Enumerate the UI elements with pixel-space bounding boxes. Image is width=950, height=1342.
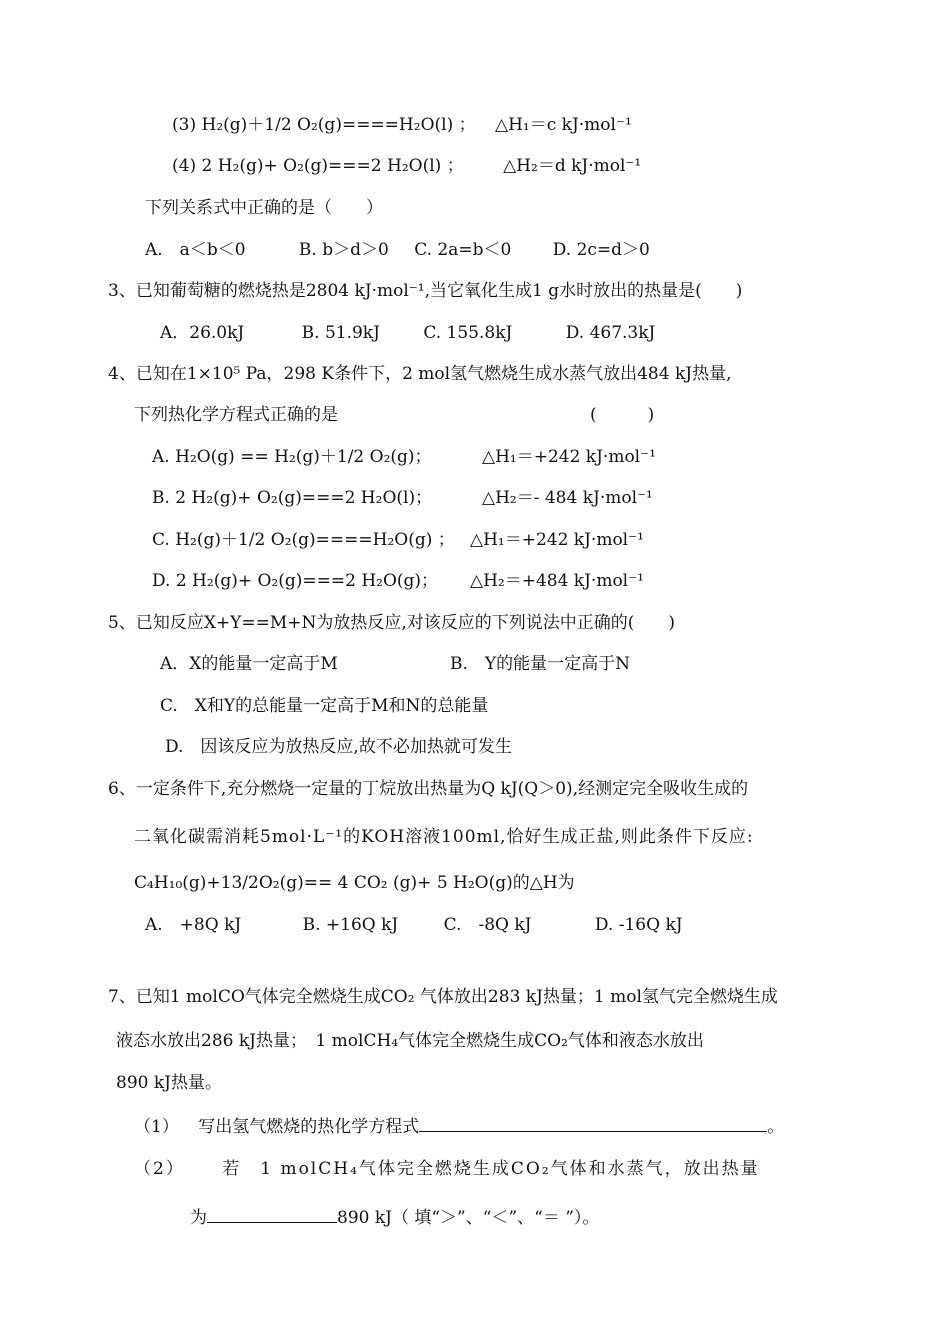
q7-sub1-text: 写出氢气燃烧的热化学方程式 — [198, 1117, 420, 1137]
q2-option-d: D. 2c=d＞0 — [552, 240, 650, 260]
q4-option-a-equation: A. H₂O(g) == H₂(g)＋1/2 O₂(g)； — [152, 447, 432, 467]
q6-option-d: D. -16Q kJ — [594, 915, 683, 935]
q2-options — [145, 239, 650, 261]
q4-stem-line1: 4、已知在1×10⁵ Pa，298 K条件下，2 mol氢气燃烧生成水蒸气放出484 kJ热量, — [108, 364, 732, 384]
q2-eq4-equation: 2 H₂(g)+ O₂(g)===2 H₂O(l) ； — [201, 156, 464, 176]
q6-options — [145, 914, 683, 936]
q3-option-d: D. 467.3kJ — [565, 323, 656, 343]
q5-option-a: A．X的能量一定高于M — [160, 654, 338, 674]
q4-stem-line2: 下列热化学方程式正确的是 — [134, 405, 338, 425]
q5-option-c: C. X和Y的总能量一定高于M和N的总能量 — [160, 696, 489, 716]
q4-option-d-equation: D. 2 H₂(g)+ O₂(g)===2 H₂O(g)； — [152, 571, 439, 591]
q7-stem-line2: 液态水放出286 kJ热量； 1 molCH₄气体完全燃烧生成CO₂气体和液态水放出 — [116, 1031, 704, 1051]
q3-option-c: C. 155.8kJ — [423, 323, 513, 343]
q7-sub1 — [134, 1115, 784, 1138]
q2-prompt: 下列关系式中正确的是（ ） — [145, 198, 383, 218]
q2-eq4 — [172, 155, 641, 177]
q2-eq3-equation: H₂(g)＋1/2 O₂(g)====H₂O(l) ； — [201, 115, 476, 135]
q2-eq3 — [172, 114, 632, 136]
q4-option-d-enthalpy: △H₂＝+484 kJ·mol⁻¹ — [470, 571, 644, 591]
q4-option-a — [152, 446, 432, 468]
q4-option-c-equation: C. H₂(g)＋1/2 O₂(g)====H₂O(g) ； — [152, 530, 455, 550]
q4-option-c — [152, 529, 455, 551]
q3-options — [160, 322, 655, 344]
q2-eq4-number: (4) — [172, 156, 197, 176]
q6-option-a: A. +8Q kJ — [145, 915, 242, 935]
q7-sub1-number: （1） — [134, 1117, 179, 1137]
q7-sub1-end: 。 — [767, 1117, 785, 1137]
q7-sub2-line2-prefix: 为 — [190, 1208, 207, 1228]
q4-option-b-enthalpy: △H₂＝- 484 kJ·mol⁻¹ — [482, 488, 653, 508]
q5-stem: 5、已知反应X+Y==M+N为放热反应,对该反应的下列说法中正确的( ) — [108, 613, 676, 633]
q2-eq4-enthalpy: △H₂＝d kJ·mol⁻¹ — [503, 156, 642, 176]
q7-sub2-number: （2） — [134, 1159, 185, 1179]
q6-stem-line2: 二氧化碳需消耗5mol·L⁻¹的KOH溶液100ml,恰好生成正盐,则此条件下反应: — [134, 827, 754, 847]
q6-reaction: C₄H₁₀(g)+13/2O₂(g)== 4 CO₂ (g)+ 5 H₂O(g)的△H为 — [134, 873, 575, 893]
q2-option-b: B. b＞d＞0 — [298, 240, 389, 260]
q7-sub2-line2-suffix: 890 kJ（ 填“＞”、“＜”、“＝ ”）。 — [337, 1208, 600, 1228]
q4-option-a-enthalpy: △H₁＝+242 kJ·mol⁻¹ — [482, 447, 656, 467]
q3-stem: 3、已知葡萄糖的燃烧热是2804 kJ·mol⁻¹,当它氧化生成1 g水时放出的热量是( ) — [108, 281, 743, 301]
q4-option-d — [152, 570, 438, 592]
q2-option-a: A. a＜b＜0 — [145, 240, 246, 260]
q7-sub2-text: 若 1 molCH₄气体完全燃烧生成CO₂气体和水蒸气，放出热量 — [222, 1159, 760, 1179]
q2-option-c: C. 2a=b＜0 — [414, 240, 512, 260]
q7-sub1-answer-blank[interactable] — [419, 1115, 767, 1132]
q5-option-b: B. Y的能量一定高于N — [450, 654, 630, 674]
q3-option-b: B. 51.9kJ — [301, 323, 380, 343]
q2-eq3-enthalpy: △H₁＝c kJ·mol⁻¹ — [495, 115, 632, 135]
q3-option-a: A．26.0kJ — [160, 323, 245, 343]
q7-sub2-line2 — [190, 1206, 599, 1229]
q6-stem-line1: 6、一定条件下,充分燃烧一定量的丁烷放出热量为Q kJ(Q＞0),经测定完全吸收生成的 — [108, 779, 749, 799]
q7-sub2 — [134, 1158, 760, 1180]
q7-sub2-answer-blank[interactable] — [207, 1206, 337, 1223]
q4-answer-paren: ( ) — [590, 405, 655, 425]
q2-eq3-number: (3) — [172, 115, 197, 135]
q4-option-b-equation: B. 2 H₂(g)+ O₂(g)===2 H₂O(l)； — [152, 488, 433, 508]
q7-stem-line1: 7、已知1 molCO气体完全燃烧生成CO₂ 气体放出283 kJ热量；1 mol氢气完全燃烧生成 — [108, 987, 778, 1007]
q4-option-c-enthalpy: △H₁＝+242 kJ·mol⁻¹ — [470, 530, 644, 550]
q6-option-b: B. +16Q kJ — [302, 915, 399, 935]
q6-option-c: C. -8Q kJ — [443, 915, 532, 935]
q5-option-d: D. 因该反应为放热反应,故不必加热就可发生 — [165, 737, 512, 757]
q7-stem-line3: 890 kJ热量。 — [116, 1073, 222, 1093]
q4-option-b — [152, 487, 432, 509]
